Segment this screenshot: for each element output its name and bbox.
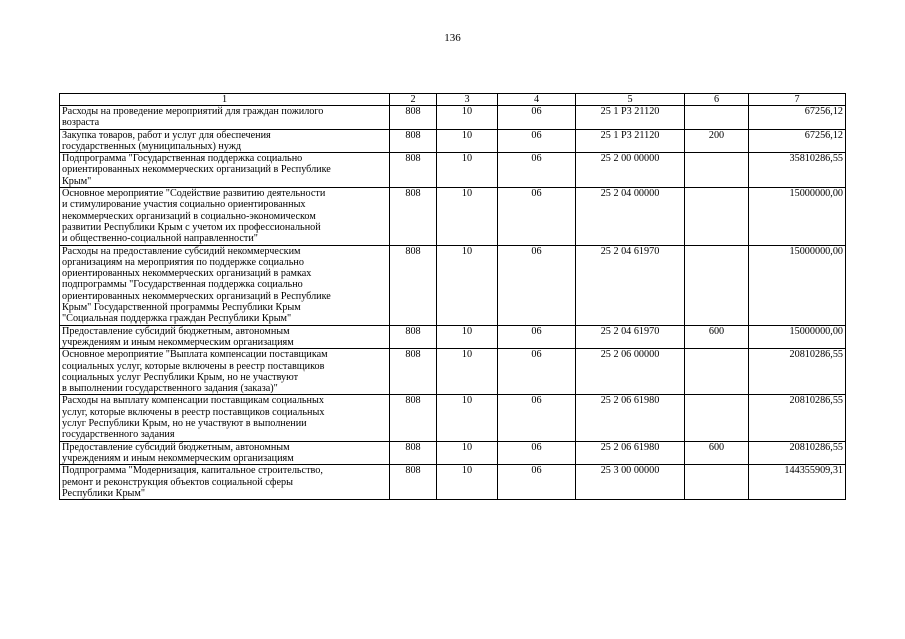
target-article-cell: 25 2 06 00000 — [576, 349, 685, 395]
table-body — [60, 106, 846, 500]
section-code-cell: 10 — [437, 349, 498, 395]
expense-type-cell — [685, 245, 749, 325]
item-name-line: социальных услуг, которые включены в реестр поставщиков — [62, 360, 325, 372]
item-name-line: "Социальная поддержка граждан Республики Крым" — [62, 313, 292, 325]
item-name-line: Закупка товаров, работ и услуг для обеспечения — [62, 129, 271, 141]
table-row — [60, 245, 846, 325]
header-col-4: 4 — [498, 94, 576, 106]
item-name-line: и стимулирование участия социально ориентированных — [62, 199, 306, 211]
section-code-cell: 10 — [437, 395, 498, 441]
table-row — [60, 349, 846, 395]
page-number: 136 — [444, 32, 461, 44]
header-col-7: 7 — [749, 94, 846, 106]
item-name-line: услуг Республики Крым, но не участвуют в выполнении — [62, 418, 307, 430]
subsection-code-cell: 06 — [498, 465, 576, 500]
amount-cell: 144355909,31 — [749, 465, 846, 500]
table-row — [60, 465, 846, 500]
target-article-cell: 25 2 06 61980 — [576, 441, 685, 465]
section-code-cell: 10 — [437, 106, 498, 130]
header-row — [60, 94, 846, 106]
target-article-cell: 25 2 04 61970 — [576, 325, 685, 349]
ministry-code-cell: 808 — [390, 153, 437, 188]
ministry-code-cell: 808 — [390, 325, 437, 349]
item-name-line: учреждениям и иным некоммерческим организациям — [62, 452, 294, 464]
item-name-line: Расходы на выплату компенсации поставщикам социальных — [62, 395, 324, 407]
ministry-code-cell: 808 — [390, 129, 437, 153]
ministry-code-cell: 808 — [390, 188, 437, 245]
target-article-cell: 25 1 Р3 21120 — [576, 106, 685, 130]
item-name-cell — [60, 188, 390, 245]
header-col-3: 3 — [437, 94, 498, 106]
item-name-line: Подпрограмма "Модернизация, капитальное строительство, — [62, 465, 323, 477]
header-col-5: 5 — [576, 94, 685, 106]
header-col-2: 2 — [390, 94, 437, 106]
item-name-line: услуг, которые включены в реестр поставщиков социальных — [62, 406, 325, 418]
item-name-cell — [60, 465, 390, 500]
table-row — [60, 395, 846, 441]
header-col-6: 6 — [685, 94, 749, 106]
item-name-line: Расходы на предоставление субсидий некоммерческим — [62, 245, 301, 257]
item-name-line: Крым" — [62, 175, 92, 187]
item-name-line: некоммерческих организаций в социально-экономическом — [62, 210, 316, 222]
item-name-line: Основное мероприятие "Содействие развитию деятельности — [62, 188, 326, 200]
table-row — [60, 441, 846, 465]
item-name-cell — [60, 441, 390, 465]
ministry-code-cell: 808 — [390, 349, 437, 395]
item-name-line: ориентированных некоммерческих организаций в Республике — [62, 164, 331, 176]
expense-type-cell — [685, 153, 749, 188]
subsection-code-cell: 06 — [498, 441, 576, 465]
subsection-code-cell: 06 — [498, 245, 576, 325]
expense-type-cell — [685, 188, 749, 245]
target-article-cell: 25 1 Р3 21120 — [576, 129, 685, 153]
ministry-code-cell: 808 — [390, 395, 437, 441]
item-name-cell — [60, 106, 390, 130]
section-code-cell: 10 — [437, 441, 498, 465]
target-article-cell: 25 2 04 00000 — [576, 188, 685, 245]
target-article-cell: 25 2 04 61970 — [576, 245, 685, 325]
section-code-cell: 10 — [437, 325, 498, 349]
table-row — [60, 325, 846, 349]
ministry-code-cell: 808 — [390, 441, 437, 465]
item-name-line: учреждениям и иным некоммерческим организациям — [62, 336, 294, 348]
item-name-cell — [60, 245, 390, 325]
target-article-cell: 25 2 06 61980 — [576, 395, 685, 441]
item-name-line: ориентированных некоммерческих организаций в рамках — [62, 268, 312, 280]
table-row — [60, 129, 846, 153]
item-name-line: Крым" Государственной программы Республики Крым — [62, 302, 301, 314]
expense-type-cell — [685, 465, 749, 500]
amount-cell: 20810286,55 — [749, 395, 846, 441]
item-name-line: и общественно-социальной направленности" — [62, 233, 258, 245]
subsection-code-cell: 06 — [498, 349, 576, 395]
expense-type-cell — [685, 106, 749, 130]
amount-cell: 15000000,00 — [749, 188, 846, 245]
item-name-line: Предоставление субсидий бюджетным, автономным — [62, 325, 290, 337]
amount-cell: 67256,12 — [749, 106, 846, 130]
section-code-cell: 10 — [437, 188, 498, 245]
item-name-line: развитии Республики Крым с учетом их профессиональной — [62, 221, 321, 233]
item-name-line: ориентированных некоммерческих организаций в Республике — [62, 290, 331, 302]
amount-cell: 20810286,55 — [749, 349, 846, 395]
section-code-cell: 10 — [437, 153, 498, 188]
table-header — [60, 94, 846, 106]
target-article-cell: 25 3 00 00000 — [576, 465, 685, 500]
item-name-line: социальных услуг Республики Крым, но не участвуют — [62, 371, 299, 383]
amount-cell: 15000000,00 — [749, 325, 846, 349]
item-name-line: Основное мероприятие "Выплата компенсации поставщикам — [62, 349, 328, 361]
item-name-cell — [60, 325, 390, 349]
expense-type-cell: 600 — [685, 441, 749, 465]
budget-table — [59, 93, 846, 500]
subsection-code-cell: 06 — [498, 129, 576, 153]
section-code-cell: 10 — [437, 245, 498, 325]
expense-type-cell: 600 — [685, 325, 749, 349]
expense-type-cell: 200 — [685, 129, 749, 153]
item-name-line: организациям на мероприятия по поддержке социально — [62, 256, 304, 268]
item-name-line: Предоставление субсидий бюджетным, автономным — [62, 441, 290, 453]
item-name-cell — [60, 153, 390, 188]
header-col-1: 1 — [60, 94, 390, 106]
item-name-line: Расходы на проведение мероприятий для граждан пожилого — [62, 106, 324, 117]
item-name-line: Республики Крым" — [62, 487, 145, 499]
amount-cell: 67256,12 — [749, 129, 846, 153]
amount-cell: 35810286,55 — [749, 153, 846, 188]
table-row — [60, 153, 846, 188]
item-name-cell — [60, 395, 390, 441]
ministry-code-cell: 808 — [390, 465, 437, 500]
subsection-code-cell: 06 — [498, 395, 576, 441]
item-name-cell — [60, 349, 390, 395]
expense-type-cell — [685, 349, 749, 395]
item-name-line: государственных (муниципальных) нужд — [62, 140, 242, 152]
table-row — [60, 106, 846, 130]
item-name-line: возраста — [62, 117, 100, 129]
item-name-line: подпрограммы "Государственная поддержка социально — [62, 279, 303, 291]
ministry-code-cell: 808 — [390, 245, 437, 325]
section-code-cell: 10 — [437, 465, 498, 500]
ministry-code-cell: 808 — [390, 106, 437, 130]
subsection-code-cell: 06 — [498, 153, 576, 188]
table-row — [60, 188, 846, 245]
item-name-line: государственного задания — [62, 429, 175, 441]
subsection-code-cell: 06 — [498, 325, 576, 349]
item-name-line: ремонт и реконструкция объектов социальной сферы — [62, 476, 293, 488]
subsection-code-cell: 06 — [498, 188, 576, 245]
expense-type-cell — [685, 395, 749, 441]
item-name-cell — [60, 129, 390, 153]
target-article-cell: 25 2 00 00000 — [576, 153, 685, 188]
amount-cell: 20810286,55 — [749, 441, 846, 465]
item-name-line: Подпрограмма "Государственная поддержка социально — [62, 153, 303, 165]
item-name-line: в выполнении государственного задания (заказа)" — [62, 383, 278, 395]
amount-cell: 15000000,00 — [749, 245, 846, 325]
section-code-cell: 10 — [437, 129, 498, 153]
subsection-code-cell: 06 — [498, 106, 576, 130]
